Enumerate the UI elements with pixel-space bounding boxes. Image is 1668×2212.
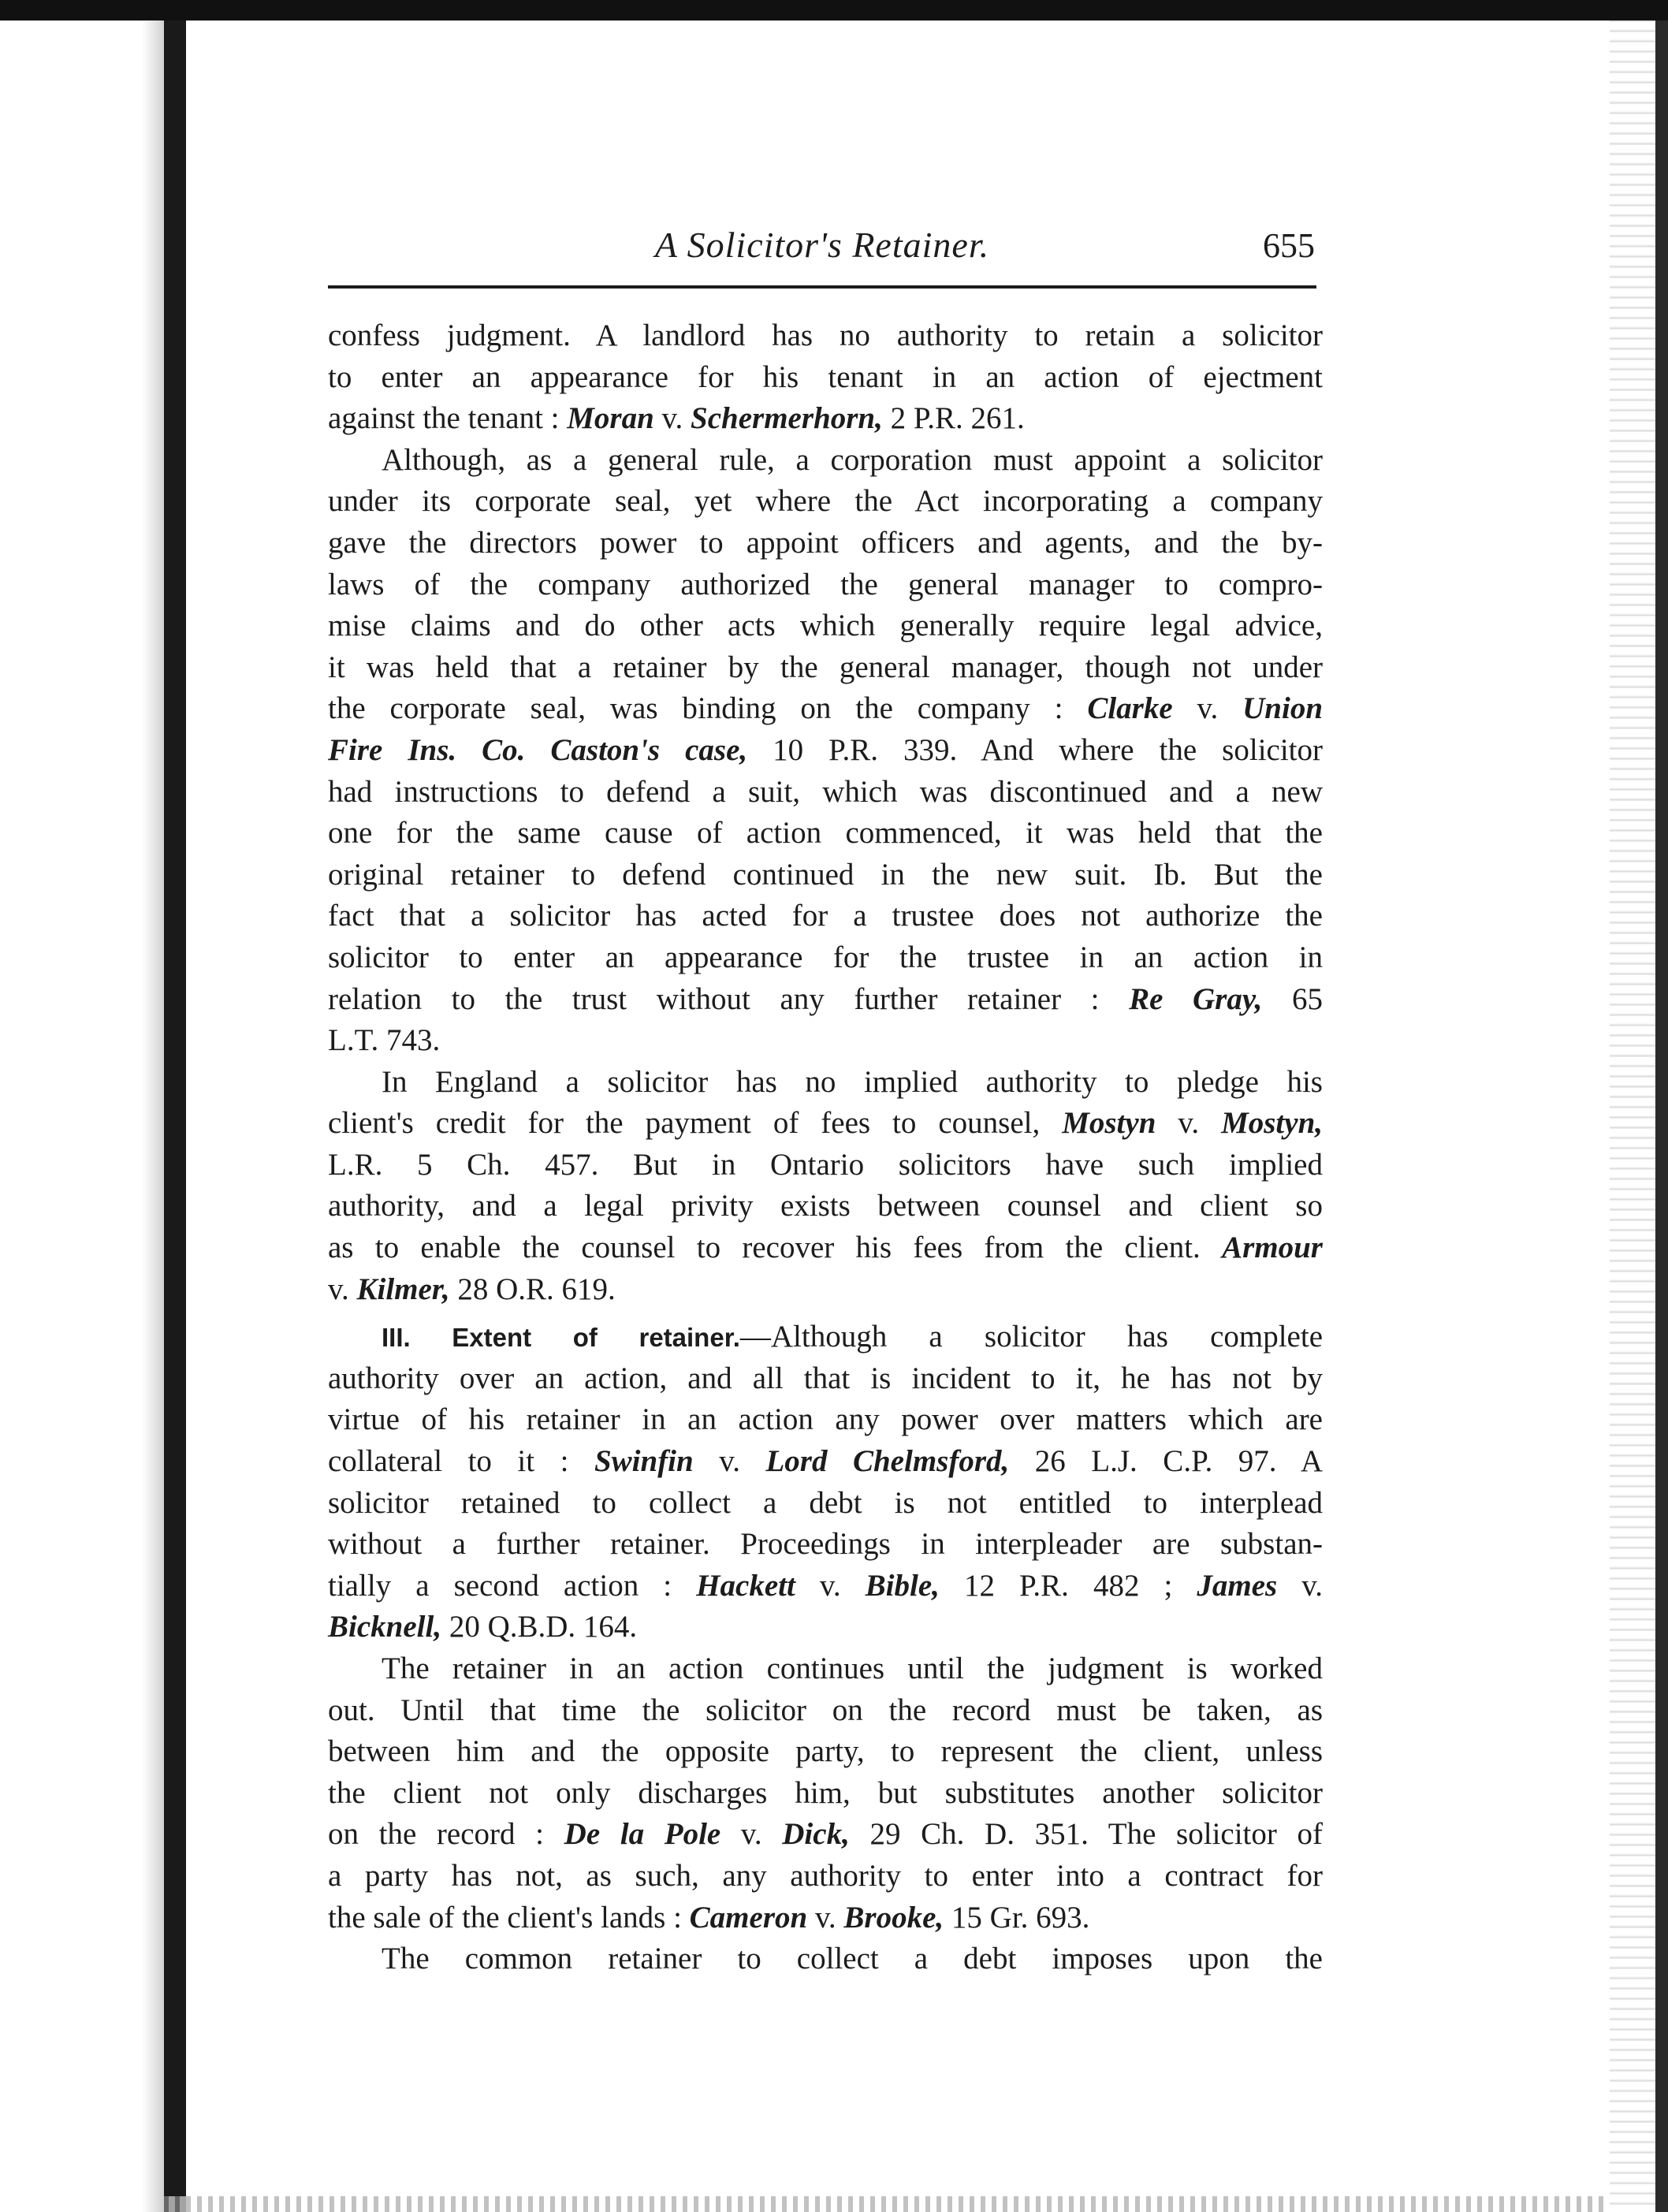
case-name: Clarke (1087, 691, 1173, 726)
case-name: Lord Chelmsford, (765, 1444, 1010, 1479)
text-line (328, 1145, 1323, 1186)
text-line (328, 1938, 1323, 1980)
text-run: fact that a solicitor has acted for a trustee does not authorize the (328, 899, 1323, 933)
text-line (328, 772, 1323, 814)
text-run: client's credit for the payment of fees to counsel, (328, 1106, 1063, 1141)
text-run: the corporate seal, was binding on the company : (328, 691, 1088, 726)
text-line (328, 1814, 1323, 1856)
case-name: Kilmer, (356, 1272, 450, 1306)
page-number: 655 (1263, 226, 1315, 265)
text-run: 65 (1262, 981, 1324, 1016)
text-line (328, 937, 1323, 979)
text-line (328, 1731, 1323, 1773)
text-run: L.R. 5 Ch. 457. But in Ontario solicitors have such implied (328, 1147, 1323, 1182)
text-line (328, 605, 1323, 647)
case-name: Mostyn, (1221, 1106, 1324, 1141)
text-line (328, 813, 1323, 855)
text-run: as to enable the counsel to recover his fees from the client. (328, 1231, 1223, 1265)
text-line (328, 1524, 1323, 1566)
text-run: laws of the company authorized the general manager to compro- (328, 567, 1323, 601)
text-line (328, 1269, 1323, 1311)
scan-top-border (0, 0, 1668, 20)
text-run: authority over an action, and all that is incident to it, he has not by (328, 1361, 1323, 1395)
text-run: virtue of his retainer in an action any power over matters which are (328, 1402, 1323, 1437)
text-run: 2 P.R. 261. (882, 401, 1025, 436)
running-head-title: A Solicitor's Retainer. (654, 225, 990, 265)
case-name: De la Pole (564, 1817, 721, 1852)
text-run: In England a solicitor has no implied authority to pledge his (382, 1064, 1323, 1099)
text-run: it was held that a retainer by the general manager, though not under (328, 650, 1323, 684)
text-run: v. (693, 1444, 766, 1479)
text-run: the client not only discharges him, but substitutes another solicitor (328, 1775, 1323, 1810)
text-line (328, 1897, 1323, 1939)
text-line (328, 896, 1323, 937)
case-name: Schermerhorn, (691, 401, 883, 436)
text-run: 26 L.J. C.P. 97. A (1009, 1444, 1323, 1479)
text-run: L.T. 743. (328, 1023, 441, 1058)
text-run: 28 O.R. 619. (449, 1272, 616, 1306)
text-run: v. (328, 1272, 357, 1306)
text-run: collateral to it : (328, 1444, 594, 1479)
text-run: —Although a solicitor has complete (739, 1320, 1323, 1354)
text-run: v. (1156, 1106, 1222, 1141)
text-run: Although, as a general rule, a corporation must appoint a solicitor (382, 442, 1323, 477)
text-run: confess judgment. A landlord has no authority to retain a solicitor (328, 318, 1323, 352)
body-text (328, 315, 1323, 1980)
text-run: original retainer to defend continued in the new suit. Ib. But the (328, 857, 1323, 892)
case-name: Dick, (782, 1817, 850, 1852)
text-line (328, 1062, 1323, 1104)
case-name: Swinfin (594, 1444, 694, 1479)
text-line (328, 564, 1323, 606)
text-line (328, 357, 1323, 399)
case-name: Cameron (689, 1900, 808, 1935)
text-run: the sale of the client's lands : (328, 1900, 690, 1935)
case-name: Bible, (865, 1568, 940, 1603)
text-run: solicitor to enter an appearance for the trustee in an action in (328, 940, 1323, 974)
text-line (328, 1103, 1323, 1145)
text-line (328, 523, 1323, 564)
text-run: mise claims and do other acts which generally require legal advice, (328, 609, 1323, 643)
scan-left-border (164, 20, 186, 2212)
case-name: Armour (1222, 1231, 1323, 1265)
text-run: without a further retainer. Proceedings in interpleader are substan- (328, 1527, 1323, 1562)
text-run: v. (807, 1900, 844, 1935)
text-run: tially a second action : (328, 1568, 697, 1603)
text-line (328, 1483, 1323, 1525)
text-run: a party has not, as such, any authority to enter into a contract for (328, 1858, 1323, 1893)
scan-gutter-shadow (142, 20, 164, 2212)
header-rule (328, 285, 1316, 289)
text-run: to enter an appearance for his tenant in an action of ejectment (328, 359, 1323, 394)
text-line (328, 1020, 1323, 1062)
text-line (328, 1358, 1323, 1400)
text-line (328, 1441, 1323, 1483)
text-line (328, 481, 1323, 523)
text-run: under its corporate seal, yet where the Act incorporating a company (328, 484, 1323, 519)
case-name: Brooke, (843, 1900, 944, 1935)
case-name: Bicknell, (328, 1610, 442, 1644)
text-line (328, 1399, 1323, 1441)
scan-bottom-edge (164, 2196, 1610, 2212)
text-run: 29 Ch. D. 351. The solicitor of (849, 1817, 1324, 1852)
text-run: The retainer in an action continues until the judgment is worked (382, 1652, 1323, 1685)
text-run: v. (720, 1817, 783, 1852)
text-line (328, 398, 1323, 440)
text-run: 15 Gr. 693. (944, 1900, 1090, 1935)
section-heading: III. Extent of retainer. (382, 1323, 740, 1353)
text-run: out. Until that time the solicitor on the record must be taken, as (328, 1693, 1323, 1727)
text-line (328, 1566, 1323, 1607)
text-run: one for the same cause of action commenced, it was held that the (328, 816, 1323, 851)
text-line (328, 647, 1323, 689)
text-line (328, 1690, 1323, 1732)
text-line (328, 1227, 1323, 1269)
text-line (328, 1856, 1323, 1897)
text-line (328, 1186, 1323, 1227)
text-run: v. (653, 401, 691, 436)
text-line (328, 1648, 1323, 1690)
text-line (328, 1607, 1323, 1648)
case-name: Moran (567, 401, 654, 436)
scan-right-border (1655, 20, 1668, 2212)
case-name: Union (1242, 691, 1324, 726)
running-head (328, 221, 1316, 284)
text-run: had instructions to defend a suit, which was discontinued and a new (328, 774, 1323, 809)
text-line (328, 979, 1323, 1021)
case-name: James (1197, 1568, 1278, 1603)
text-line (328, 1316, 1323, 1358)
text-run: between him and the opposite party, to represent the client, unless (328, 1734, 1323, 1769)
text-run: The common retainer to collect a debt imposes upon the (382, 1942, 1323, 1976)
text-run: 10 P.R. 339. And where the solicitor (747, 732, 1323, 767)
text-line (328, 688, 1323, 730)
text-run: v. (1172, 691, 1243, 726)
case-name: Hackett (696, 1568, 795, 1603)
text-run: v. (795, 1568, 866, 1603)
text-run: v. (1277, 1568, 1324, 1603)
text-line (328, 1773, 1323, 1815)
text-run: authority, and a legal privity exists between counsel and client so (328, 1189, 1323, 1223)
case-name: Re Gray, (1129, 981, 1263, 1016)
text-run: 12 P.R. 482 ; (939, 1568, 1197, 1603)
text-line (328, 855, 1323, 896)
text-run: against the tenant : (328, 401, 568, 436)
text-line (328, 730, 1323, 772)
text-run: gave the directors power to appoint officers and agents, and the by- (328, 525, 1323, 560)
text-line (328, 315, 1323, 357)
text-run: solicitor retained to collect a debt is not entitled to interplead (328, 1485, 1323, 1520)
case-name: Fire Ins. Co. Caston's case, (328, 732, 748, 767)
text-run: relation to the trust without any further retainer : (328, 981, 1130, 1016)
text-run: on the record : (328, 1817, 564, 1852)
text-line (328, 440, 1323, 482)
case-name: Mostyn (1062, 1106, 1156, 1141)
text-run: 20 Q.B.D. 164. (441, 1610, 638, 1644)
